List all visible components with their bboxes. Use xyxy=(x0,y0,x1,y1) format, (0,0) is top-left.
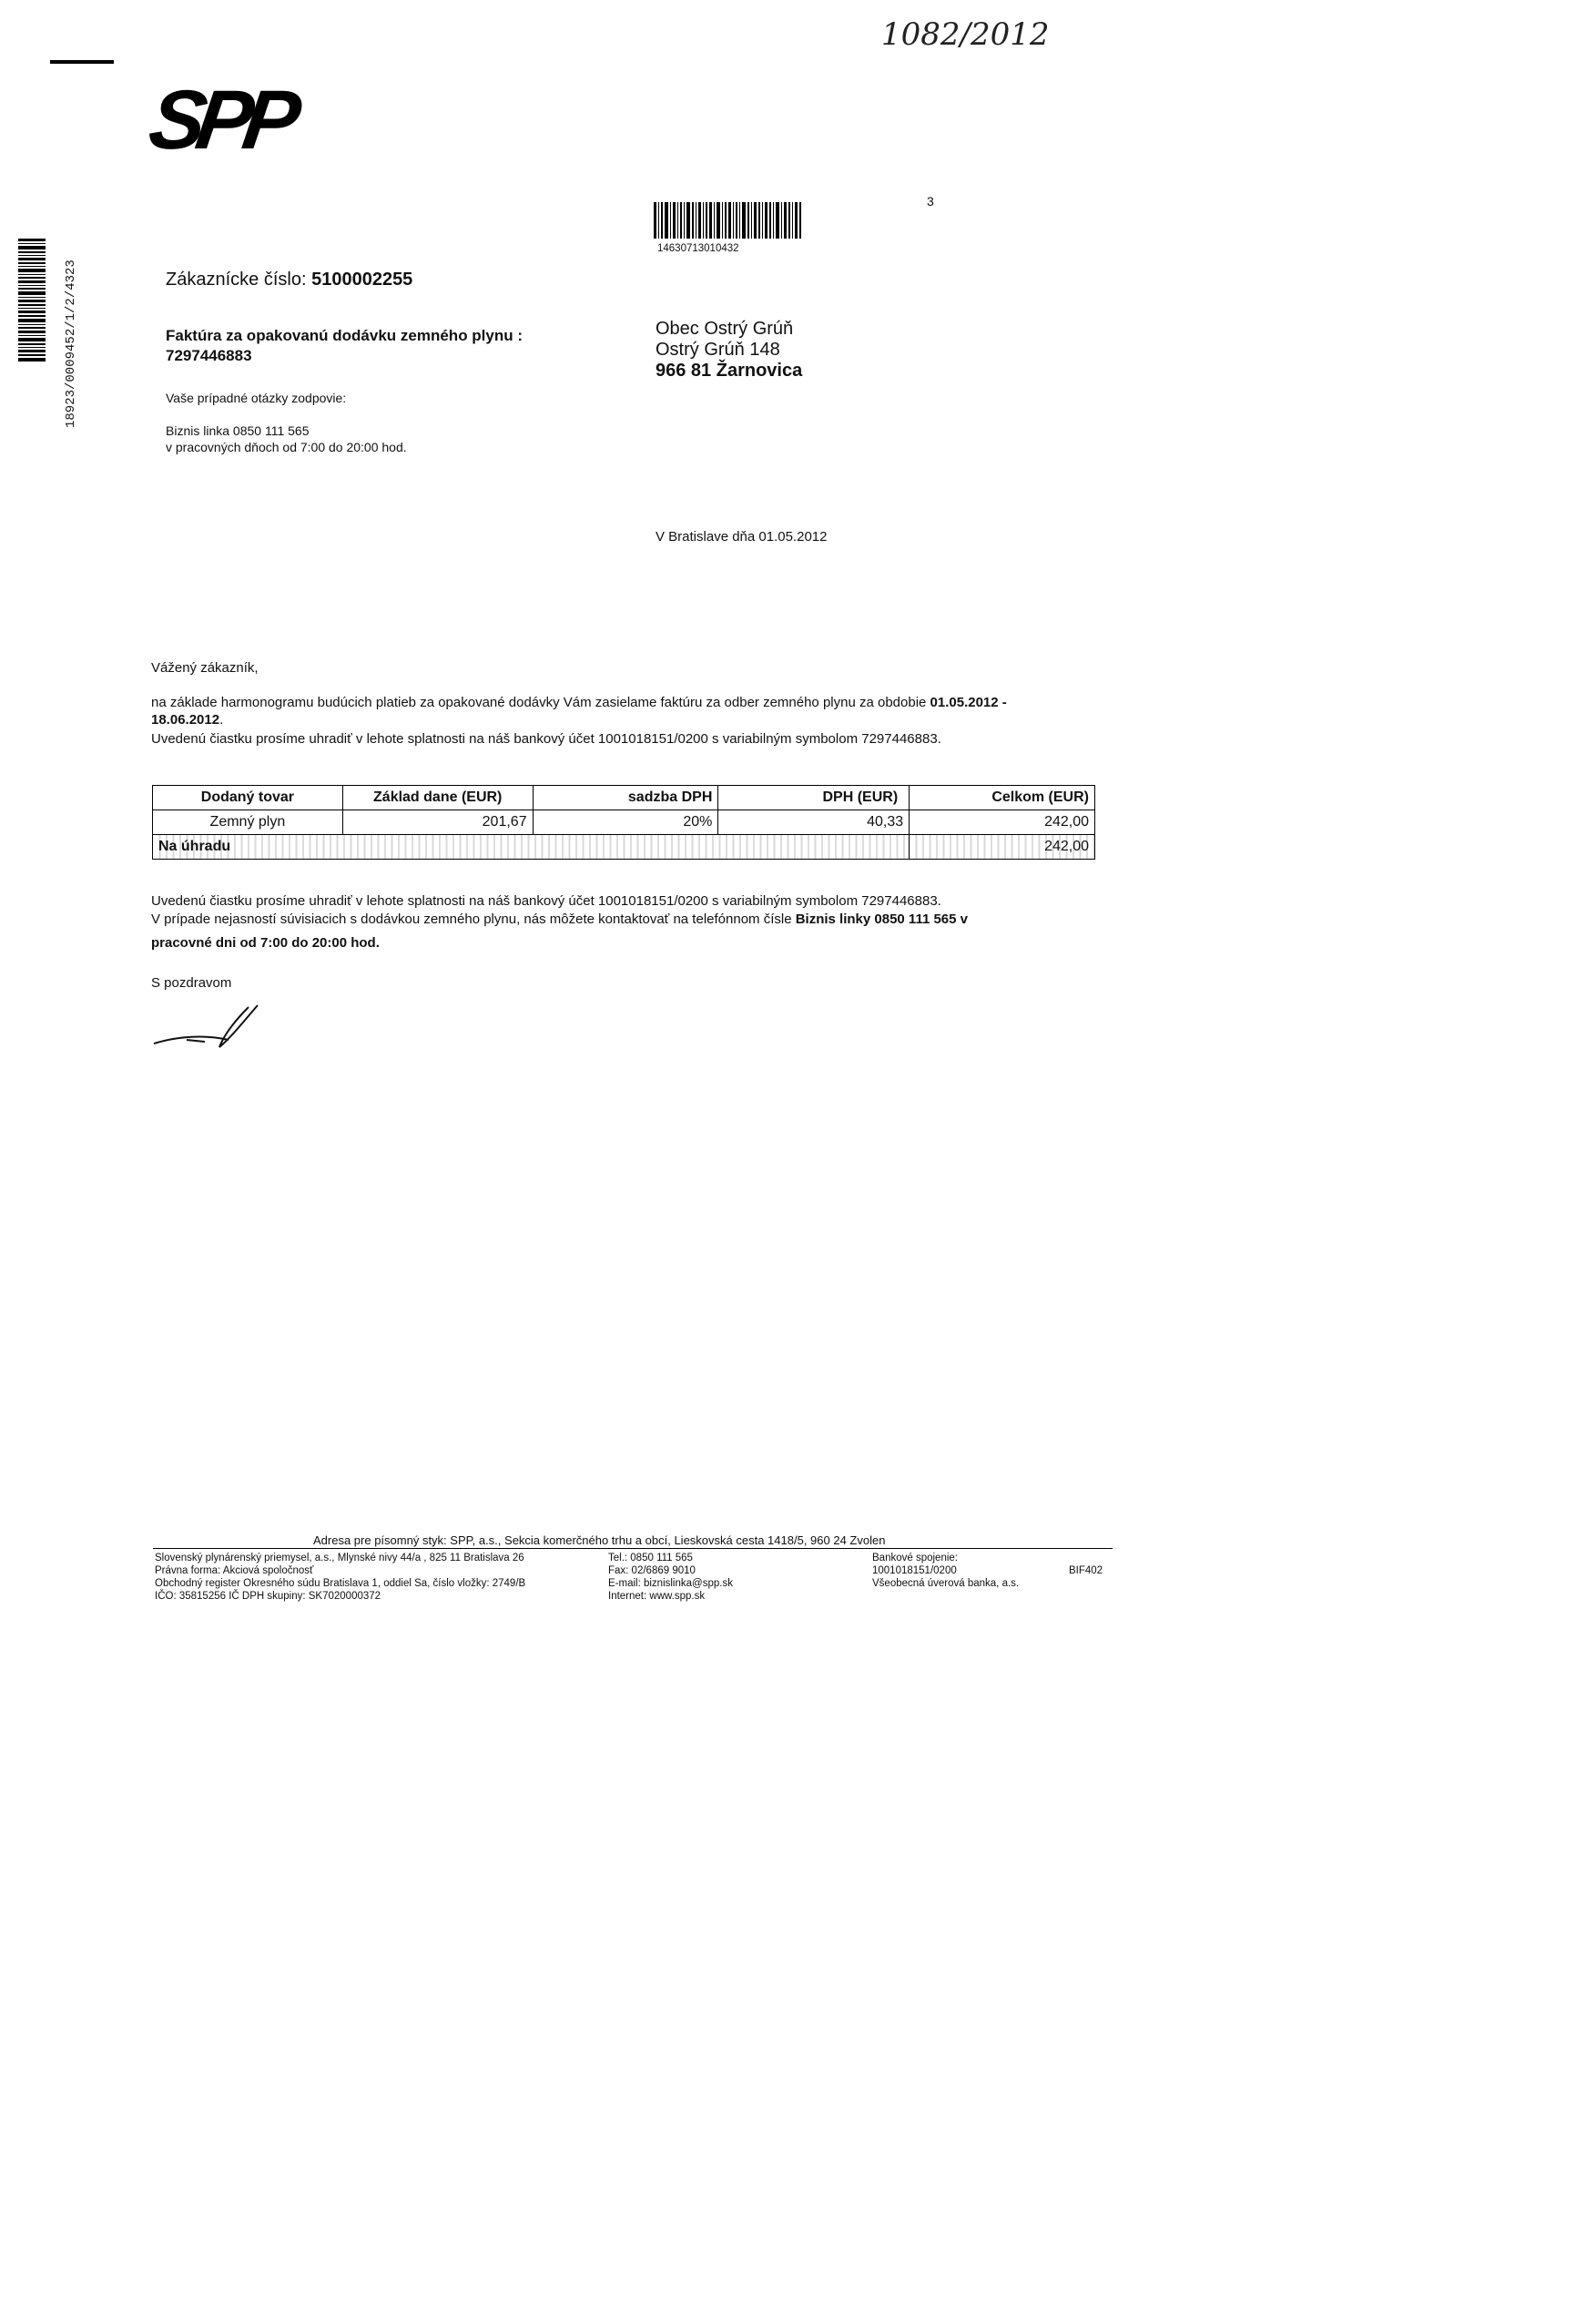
body-paragraph-2: Uvedenú čiastku prosíme uhradiť v lehote splatnosti na náš bankový účet 1001018151/0200 s variabilným symbolom 7297446883. xyxy=(151,731,941,747)
signature-icon xyxy=(150,1000,278,1054)
header-vat: DPH (EUR) xyxy=(718,786,910,810)
footer-divider xyxy=(153,1548,1113,1549)
cell-vat-rate: 20% xyxy=(533,810,718,835)
questions-label: Vaše prípadné otázky zodpovie: xyxy=(166,391,347,405)
period-end: 18.06.2012 xyxy=(151,712,220,728)
side-barcode-icon xyxy=(18,239,46,363)
recipient-name: Obec Ostrý Grúň xyxy=(656,319,794,339)
body-text-1: na základe harmonogramu budúcich platieb za opakované dodávky Vám zasielame faktúru za odber zemného plynu za obdobie xyxy=(151,695,930,710)
footer-legal-form: Právna forma: Akciová spoločnosť xyxy=(155,1565,314,1576)
after-paragraph-2 xyxy=(151,911,968,928)
footer-register: Obchodný register Okresného súdu Bratislava 1, oddiel Sa, číslo vložky: 2749/B xyxy=(155,1578,526,1589)
footer-address: Adresa pre písomný styk: SPP, a.s., Sekcia komerčného trhu a obcí, Lieskovská cesta 1418/5, 960 24 Zvolen xyxy=(313,1533,886,1547)
footer-form-code: BIF402 xyxy=(1069,1565,1103,1576)
barcode-icon xyxy=(654,202,854,239)
customer-number: 5100002255 xyxy=(311,270,413,290)
footer-bank-name: Všeobecná úverová banka, a.s. xyxy=(872,1578,1020,1589)
hotline-bold: Biznis linky 0850 111 565 v xyxy=(795,911,969,927)
recipient-street: Ostrý Grúň 148 xyxy=(656,340,780,360)
recipient-city: 966 81 Žarnovica xyxy=(656,361,803,381)
header-goods: Dodaný tovar xyxy=(153,786,343,810)
date-line: V Bratislave dňa 01.05.2012 xyxy=(656,529,828,545)
body-paragraph-1 xyxy=(151,694,1105,728)
recipient-address xyxy=(656,319,802,382)
body-period-dot: . xyxy=(219,712,224,728)
hotline-line-1: Biznis linka 0850 111 565 xyxy=(166,423,310,438)
logo-bar xyxy=(50,60,114,64)
header-total: Celkom (EUR) xyxy=(910,786,1095,810)
footer-internet: Internet: www.spp.sk xyxy=(608,1591,706,1602)
side-barcode-text: 18923/0009452/1/2/4323 xyxy=(64,260,78,428)
closing: S pozdravom xyxy=(151,975,232,991)
footer-company-info xyxy=(155,1552,525,1603)
customer-number-line xyxy=(166,270,412,290)
footer-fax: Fax: 02/6869 9010 xyxy=(608,1565,696,1576)
after-paragraph-3: pracovné dni od 7:00 do 20:00 hod. xyxy=(151,935,380,951)
invoice-title: Faktúra za opakovanú dodávku zemného plynu : xyxy=(166,327,524,344)
total-row xyxy=(153,835,1095,860)
footer-bank-account: 1001018151/0200 xyxy=(872,1565,957,1576)
handwritten-reference: 1082/2012 xyxy=(881,16,1050,53)
footer-tel: Tel.: 0850 111 565 xyxy=(608,1553,693,1563)
after-paragraph-1: Uvedenú čiastku prosíme uhradiť v lehote splatnosti na náš bankový účet 1001018151/0200 s variabilným symbolom 7297446883. xyxy=(151,893,941,909)
hotline-line-2: v pracovných dňoch od 7:00 do 20:00 hod. xyxy=(166,440,407,454)
footer-contact-info xyxy=(608,1552,733,1603)
footer-ico: IČO: 35815256 IČ DPH skupiny: SK7020000372 xyxy=(155,1591,381,1602)
period-start: 01.05.2012 - xyxy=(930,695,1007,710)
footer-email: E-mail: biznislinka@spp.sk xyxy=(608,1578,733,1589)
barcode-number: 14630713010432 xyxy=(657,243,739,254)
footer-company-name: Slovenský plynárenský priemysel, a.s., Mlynské nivy 44/a , 825 11 Bratislava 26 xyxy=(155,1553,524,1563)
cell-total: 242,00 xyxy=(910,810,1095,835)
cell-vat: 40,33 xyxy=(718,810,910,835)
after-text-2: V prípade nejasností súvisiacich s dodávkou zemného plynu, nás môžete kontaktovať na telefónnom čísle xyxy=(151,911,796,927)
header-vat-rate: sadzba DPH xyxy=(533,786,718,810)
table-header-row xyxy=(153,786,1095,810)
total-label: Na úhradu xyxy=(153,835,910,860)
salutation: Vážený zákazník, xyxy=(151,660,259,676)
customer-label: Zákaznícke číslo: xyxy=(166,270,307,290)
table-row xyxy=(153,810,1095,835)
cell-tax-base: 201,67 xyxy=(342,810,533,835)
cell-goods: Zemný plyn xyxy=(153,810,343,835)
invoice-table xyxy=(152,785,1095,860)
page-number: 3 xyxy=(927,194,934,209)
total-value: 242,00 xyxy=(910,835,1095,860)
invoice-number: 7297446883 xyxy=(166,347,252,364)
header-tax-base: Základ dane (EUR) xyxy=(342,786,533,810)
footer-bank-label: Bankové spojenie: xyxy=(872,1553,958,1563)
spp-logo: SPP xyxy=(143,74,298,167)
footer-bank-info xyxy=(872,1552,1019,1590)
